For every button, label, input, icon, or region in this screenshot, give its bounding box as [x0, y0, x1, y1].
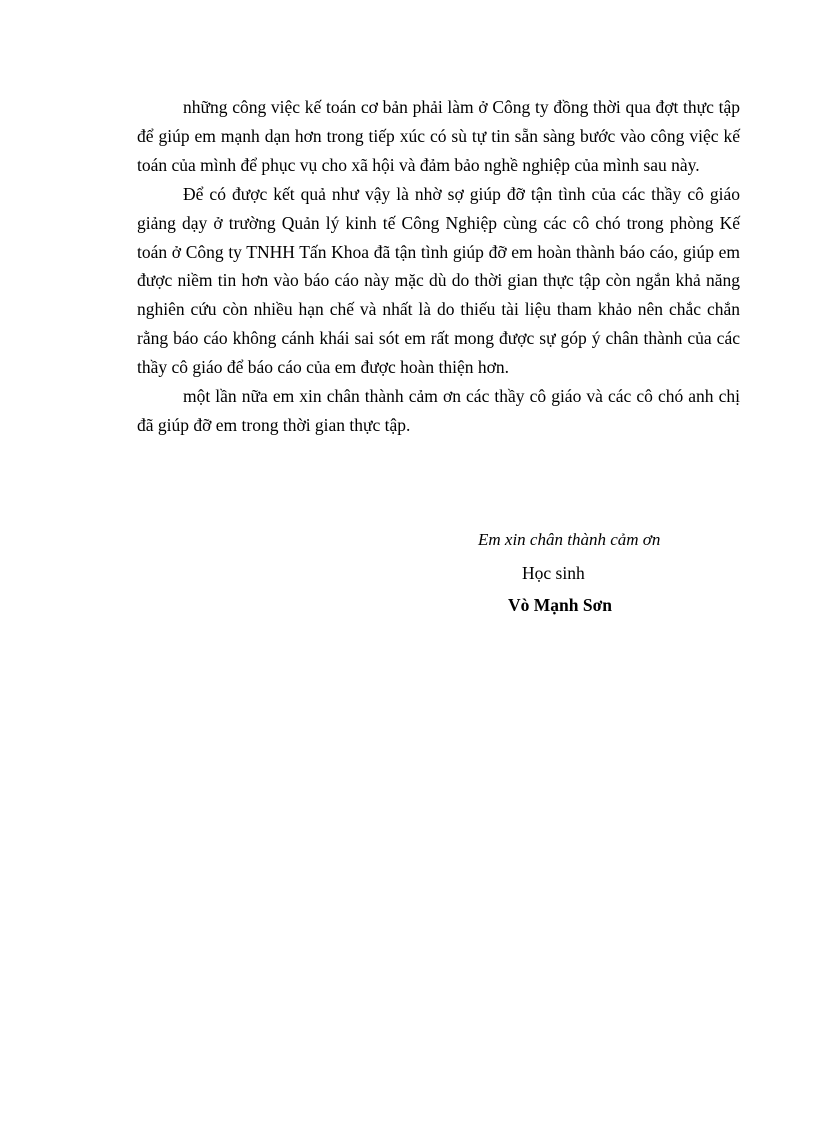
signature-role: Học sinh [522, 563, 585, 583]
paragraph-acknowledgement: Để có được kết quả như vậy là nhờ sợ giúp đỡ tận tình của các thầy cô giáo giảng dạy ở trường Quản lý kinh tế Công Nghiệp cùng các cô chó trong phòng Kế toán ở Công ty TNHH Tấn Khoa đã tận tình giúp đỡ em hoàn thành báo cáo, giúp em được niềm tin hơn vào báo cáo này mặc dù do thời gian thực tập còn ngắn khả năng nghiên cứu còn nhiều hạn chế và nhất là do thiếu tài liệu tham khảo nên chắc chắn rằng báo cáo không cánh khái sai sót em rất mong được sự góp ý chân thành của các thầy cô giáo để báo cáo của em được hoàn thiện hơn. [137, 183, 740, 378]
body-text [137, 93, 740, 440]
paragraph-continuation: những công việc kế toán cơ bản phải làm ở Công ty đồng thời qua đợt thực tập để giúp em mạnh dạn hơn trong tiếp xúc có sù tự tin sẵn sàng bước vào công việc kế toán của mình để phục vụ cho xã hội và đảm bảo nghề nghiệp của mình sau này. [137, 97, 740, 175]
signature-name: Vò Mạnh Sơn [508, 595, 613, 615]
signature-closing: Em xin chân thành cảm ơn [478, 530, 661, 549]
paragraph-thanks: một lần nữa em xin chân thành cảm ơn các thầy cô giáo và các cô chó anh chị đã giúp đỡ em trong thời gian thực tập. [137, 386, 740, 435]
